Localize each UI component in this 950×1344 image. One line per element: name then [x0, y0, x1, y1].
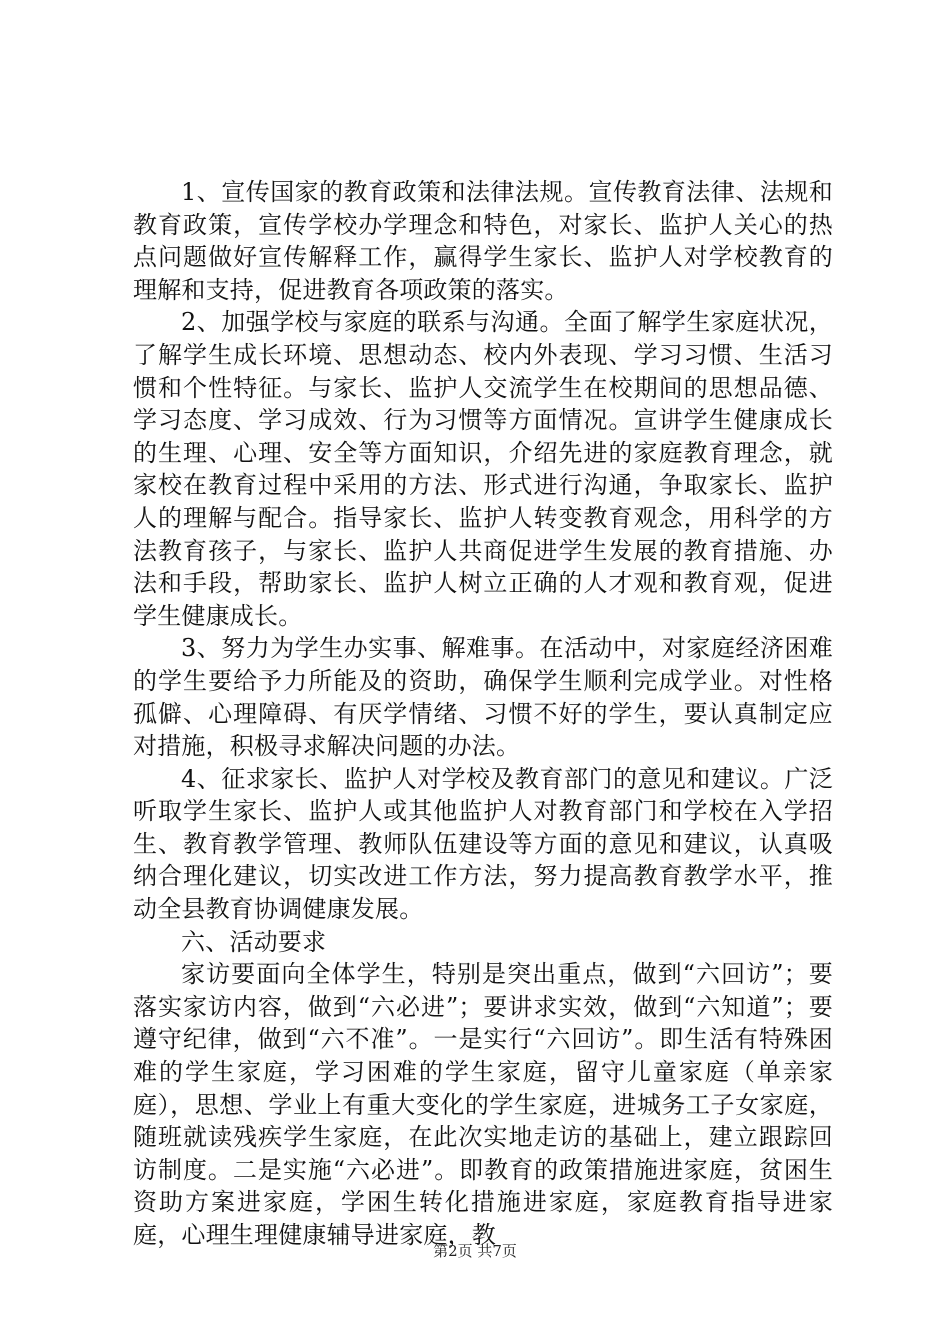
page-number-footer: 第2页 共7页	[433, 1242, 517, 1260]
paragraph-item-4: 4、征求家长、监护人对学校及教育部门的意见和建议。广泛听取学生家长、监护人或其他监护人对教育部门和学校在入学招生、教育教学管理、教师队伍建设等方面的意见和建议，认真吸纳合理化建议，切实改进工作方法，努力提高教育教学水平，推动全县教育协调健康发展。	[133, 764, 833, 924]
document-body	[133, 176, 833, 1252]
paragraph-requirements: 家访要面向全体学生，特别是突出重点，做到“六回访”；要落实家访内容，做到“六必进”；要讲求实效，做到“六知道”；要遵守纪律，做到“六不准”。一是实行“六回访”。即生活有特殊困难的学生家庭，学习困难的学生家庭，留守儿童家庭（单亲家庭），思想、学业上有重大变化的学生家庭，进城务工子女家庭，随班就读残疾学生家庭，在此次实地走访的基础上，建立跟踪回访制度。二是实施“六必进”。即教育的政策措施进家庭，贫困生资助方案进家庭，学困生转化措施进家庭，家庭教育指导进家庭，心理生理健康辅导进家庭，教	[133, 960, 833, 1249]
paragraph-item-2: 2、加强学校与家庭的联系与沟通。全面了解学生家庭状况，了解学生成长环境、思想动态、校内外表现、学习习惯、生活习惯和个性特征。与家长、监护人交流学生在校期间的思想品德、学习态度、学习成效、行为习惯等方面情况。宣讲学生健康成长的生理、心理、安全等方面知识，介绍先进的家庭教育理念，就家校在教育过程中采用的方法、形式进行沟通，争取家长、监护人的理解与配合。指导家长、监护人转变教育观念，用科学的方法教育孩子，与家长、监护人共商促进学生发展的教育措施、办法和手段，帮助家长、监护人树立正确的人才观和教育观，促进学生健康成长。	[133, 308, 833, 630]
paragraph-item-1: 1、宣传国家的教育政策和法律法规。宣传教育法律、法规和教育政策，宣传学校办学理念和特色，对家长、监护人关心的热点问题做好宣传解释工作，赢得学生家长、监护人对学校教育的理解和支持，促进教育各项政策的落实。	[133, 178, 833, 304]
section-heading: 六、活动要求	[181, 927, 327, 956]
paragraph-item-3: 3、努力为学生办实事、解难事。在活动中，对家庭经济困难的学生要给予力所能及的资助，确保学生顺利完成学业。对性格孤僻、心理障碍、有厌学情绪、习惯不好的学生，要认真制定应对措施，积极寻求解决问题的办法。	[133, 634, 833, 761]
